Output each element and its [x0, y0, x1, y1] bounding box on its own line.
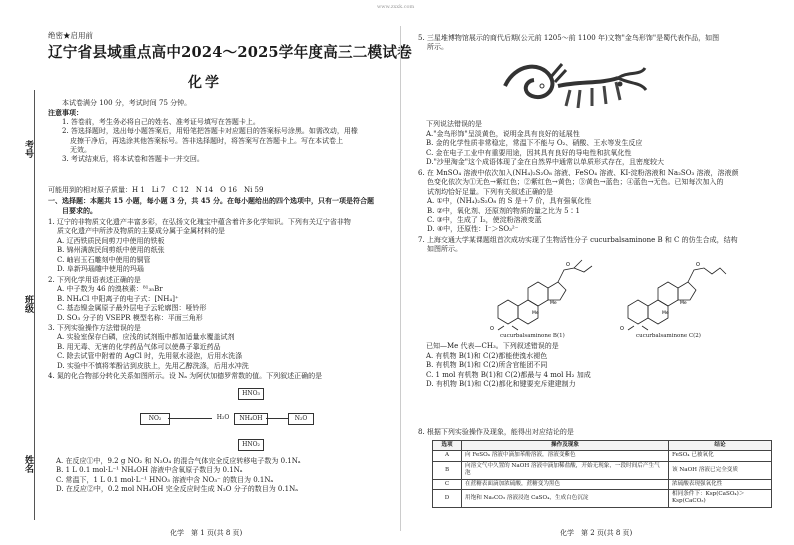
q3-option-a: A. 实验室保存白磷，应浅的试剂瓶中都加适量水覆盖试剂: [57, 333, 235, 342]
q5-line: 5. 三星堆博物馆展示的商代后期(公元前 1205～前 1100 年)文物"金鸟形饰"是蜀代表作品，如图: [418, 34, 720, 42]
q8-experiment-table: [432, 440, 772, 508]
q7-option-c: C. 1 mol 有机物 B(1)和 C(2)都最与 4 mol H₂ 加成: [426, 370, 591, 379]
exam-title: 辽宁省县域重点高中2024～2025学年度高三二模试卷: [48, 44, 412, 61]
table-cell: B: [433, 461, 462, 479]
secret-mark: 绝密★启用前: [48, 31, 93, 40]
table-header: 结论: [669, 441, 772, 451]
question-7-stem: [418, 236, 738, 255]
q1-option-a: A. 辽西铁质民间剪刀中使用的铁板: [57, 236, 165, 245]
q6-option-c: C. ③中，生成了 I₂，使淀粉溶液变蓝: [427, 216, 542, 225]
q7-options: [426, 352, 591, 390]
q4-stem: 4. 氮的化合物部分转化关系如图所示。设 Nₐ 为阿伏加德罗常数的值。下列叙述正确的是: [48, 372, 323, 380]
question-3: [48, 324, 249, 371]
q2-line: 2. 下列化学用语表述正确的是: [48, 276, 141, 284]
table-cell: A: [433, 451, 462, 461]
table-cell: D: [433, 490, 462, 508]
question-2: [48, 276, 207, 323]
q3-line: 3. 下列实验操作方法错误的是: [48, 324, 141, 332]
intro-line: 1. 答卷前，考生务必将自己的姓名、准考证号填写在答题卡上。: [62, 117, 260, 126]
q1-line: 质文化遗产中所涉及物质的主要成分属于金属材料的是: [57, 227, 225, 236]
atomic-masses: 可能用到的相对原子质量：H 1 Li 7 C 12 N 14 O 16 Ni 59: [48, 186, 264, 194]
q5-line: 所示。: [427, 43, 448, 52]
q4-option-b: B. 1 L 0.1 mol·L⁻¹ NH₄OH 溶液中含氧原子数目为 0.1Nₐ: [56, 466, 243, 475]
table-header: 操作及现象: [462, 441, 669, 451]
flow-box-hno2: HNO₂: [238, 439, 264, 451]
molecule-c2-structure: [618, 256, 728, 332]
table-cell: 浓硫酸表现强氧化性: [669, 479, 772, 489]
q6-line: 试剂均恰好足量。下列有关叙述正确的是: [427, 187, 553, 196]
table-cell: 相同条件下：Ksp(CaSO₄)＞Ksp(CaCO₃): [669, 490, 772, 508]
q2-option-a: A. 中子数为 46 的溴核素：⁸¹₃₅Br: [57, 285, 163, 294]
question-1: [48, 218, 351, 274]
intro-line: 注意事项：: [48, 108, 83, 118]
question-5-stem: [418, 34, 719, 53]
svg-text:Me: Me: [550, 301, 557, 306]
q6-line: 6. 在 MnSO₄ 溶液中依次加入(NH₄)₂S₂O₈ 溶液、FeSO₄ 溶液、KI-淀粉溶液和 Na₂SO₃ 溶液，溶液颜: [418, 169, 739, 177]
q5-option-c: C. 金在电子工业中有重要用途，因其具有良好的导电性和抗氧化性: [426, 148, 632, 157]
q2-option-d: D. SO₃ 分子的 VSEPR 模型名称：平面三角形: [57, 313, 203, 322]
q4-option-c: C. 常温下，1 L 0.1 mol·L⁻¹ HNO₃ 溶液中含 NO₃⁻ 的数目为 0.1Nₐ: [56, 475, 274, 484]
table-cell: 用饱和 Na₂CO₃ 溶液浸泡 CaSO₄，生成白色沉淀: [462, 490, 669, 508]
q5-question: 下列说法错误的是: [426, 120, 482, 128]
q5-options: [426, 130, 664, 168]
molecule-c2-label: cucurbalsaminone C(2): [636, 333, 701, 339]
q4-flow-diagram: [140, 384, 320, 452]
q6-option-a: A. ①中，(NH₄)₂S₂O₈ 的 S 是＋7 价，具有强氧化性: [427, 197, 592, 206]
q4-options: [56, 457, 301, 495]
q8-stem: 8. 根据下列实验操作及现象，能得出对应结论的是: [418, 428, 574, 436]
flow-arrow: [168, 418, 212, 419]
q4-option-a: A. 在反应①中，9.2 g NO₂ 和 N₂O₄ 的混合气体完全反应转移电子数为 0.1Nₐ: [56, 457, 301, 465]
intro-line: 皮擦干净后，再选涂其他答案标号。答非选择题时，将答案写在答题卡上。写在本试卷上: [70, 136, 343, 145]
flow-label-h2o: H₂O: [212, 413, 234, 423]
table-cell: 该 NaOH 溶液已完全变质: [669, 461, 772, 479]
q7-option-b: B. 有机物 B(1)和 C(2)所含官能团不同: [426, 361, 548, 370]
q5-option-b: B. 金的化学性质非常稳定，常温下不能与 O₂、硝酸、王水等发生反应: [426, 139, 643, 148]
svg-text:Me: Me: [532, 311, 539, 316]
intro-line: 本试卷满分 100 分，考试时间 75 分钟。: [62, 99, 192, 107]
svg-text:O: O: [620, 326, 624, 332]
q1-option-c: C. 岫岩玉石雕刻中使用的铜管: [57, 255, 151, 264]
section-heading-cont: 目要求的。: [62, 206, 97, 215]
side-label-exam-number: 考号: [23, 140, 33, 158]
top-watermark: www.zxxk.com: [377, 4, 415, 10]
q7-line: 7. 上海交通大学某课题组首次成功实现了生物活性分子 cucurbalsaminone B 和 C 的仿生合成，结构: [418, 236, 738, 244]
q7-option-d: D. 有机物 B(1)和 C(2)都化和键要充斥建建制力: [426, 380, 576, 389]
svg-text:Me: Me: [662, 311, 669, 316]
table-row: [433, 461, 772, 479]
q6-line: 色变化依次为①无色→紫红色；②紫红色→黄色；③黄色→蓝色；④蓝色→无色。已知每次加入的: [427, 178, 724, 187]
q1-option-d: D. 阜新玛瑙雕中使用的玛瑙: [57, 265, 144, 274]
table-cell: 向 FeSO₄ 溶液中滴加苯酚溶液，溶液变紫色: [462, 451, 669, 461]
intro-line: 2. 答选择题时，选出每小题答案后，用铅笔把答题卡对应题目的答案标号涂黑。如需改动，用橡: [62, 127, 358, 136]
page-divider: [400, 26, 401, 531]
flow-box-hno3: HNO₃: [238, 388, 264, 400]
molecule-b1-structure: [488, 256, 598, 332]
q3-option-d: D. 实验中不慎将苯酚沾到皮肤上，先用乙醇洗涤，后用水冲洗: [57, 361, 249, 370]
question-6: [418, 169, 738, 235]
table-header: 选项: [433, 441, 462, 451]
table-cell: FeSO₄ 已被氧化: [669, 451, 772, 461]
left-page-footer: 化学 第 1 页(共 8 页): [170, 529, 243, 537]
q4-option-d: D. 在反应②中，0.2 mol NH₄OH 完全反应时生成 N₂O 分子的数目为 0.1Nₐ: [56, 485, 298, 494]
q7-question: 已知—Me 代表—CH₃。下列叙述错误的是: [426, 342, 559, 350]
golden-bird-ornament-image: [500, 56, 650, 116]
table-row: [433, 490, 772, 508]
svg-text:Me: Me: [680, 301, 687, 306]
q2-option-c: C. 基态镍金属原子最外层电子云轮廓图：哑铃形: [57, 304, 207, 313]
side-label-class: 班级: [23, 295, 33, 313]
intro-block: [48, 99, 358, 165]
subject-title: 化学: [188, 75, 222, 91]
table-row: [433, 479, 772, 489]
flow-box-no2: NO₂: [140, 413, 170, 425]
side-label-name: 姓名: [23, 455, 33, 473]
section-heading: 一、选择题：本题共 15 小题，每小题 3 分，共 45 分。在每小题给出的四个选项中，只有一项是符合题: [48, 196, 374, 205]
q5-option-a: A."金鸟形饰"呈淡黄色，说明金具有良好的延展性: [426, 130, 580, 138]
intro-line: 无效。: [70, 146, 91, 155]
flow-box-nh4oh: NH₄OH: [234, 413, 268, 425]
svg-text:O: O: [566, 262, 570, 268]
q3-option-b: B. 用无毒、无害的化学药品气体可以使鼻子靠近药品: [57, 342, 221, 351]
q1-line: 1. 辽宁的非物质文化遗产丰富多彩，在弘扬文化瑰宝中蕴含着许多化学知识。下列有关辽宁省非物: [48, 218, 351, 226]
q5-option-d: D."沙里淘金"这个成语体现了金在自然界中通常以单质形式存在，且密度较大: [426, 158, 665, 167]
q7-option-a: A. 有机物 B(1)和 C(2)都能使溴水褪色: [426, 352, 548, 360]
intro-line: 3. 考试结束后，将本试卷和答题卡一并交回。: [62, 155, 204, 164]
q6-option-d: D. ④中，还原性：I⁻＞SO₃²⁻: [427, 225, 519, 234]
molecule-b1-label: cucurbalsaminone B(1): [500, 333, 565, 339]
svg-text:O: O: [490, 326, 494, 332]
flow-box-n2o: N₂O: [288, 413, 314, 425]
table-cell: 向溶文气中久置的 NaOH 溶液中滴加稀盐酸，开始无现象，一段时间后产生气泡: [462, 461, 669, 479]
q6-option-b: B. ②中，氧化剂、还原剂的物质的量之比为 5∶1: [427, 206, 581, 215]
table-row: [433, 451, 772, 461]
q1-option-b: B. 锦州满族民间剪纸中使用的纸张: [57, 246, 165, 255]
right-page-footer: 化学 第 2 页(共 8 页): [560, 529, 633, 537]
q7-line: 如图所示。: [427, 245, 462, 254]
q3-option-c: C. 除去试管中附着的 AgCl 时，先用氨水浸泡，后用水洗涤: [57, 352, 243, 361]
flow-arrow: [266, 418, 288, 419]
table-cell: 在蔗糖表面滴加浓硫酸，蔗糖变为黑色: [462, 479, 669, 489]
q2-option-b: B. NH₄Cl 中阳离子的电子式：[NH₄]⁺: [57, 294, 179, 303]
table-cell: C: [433, 479, 462, 489]
svg-text:O: O: [696, 262, 700, 268]
